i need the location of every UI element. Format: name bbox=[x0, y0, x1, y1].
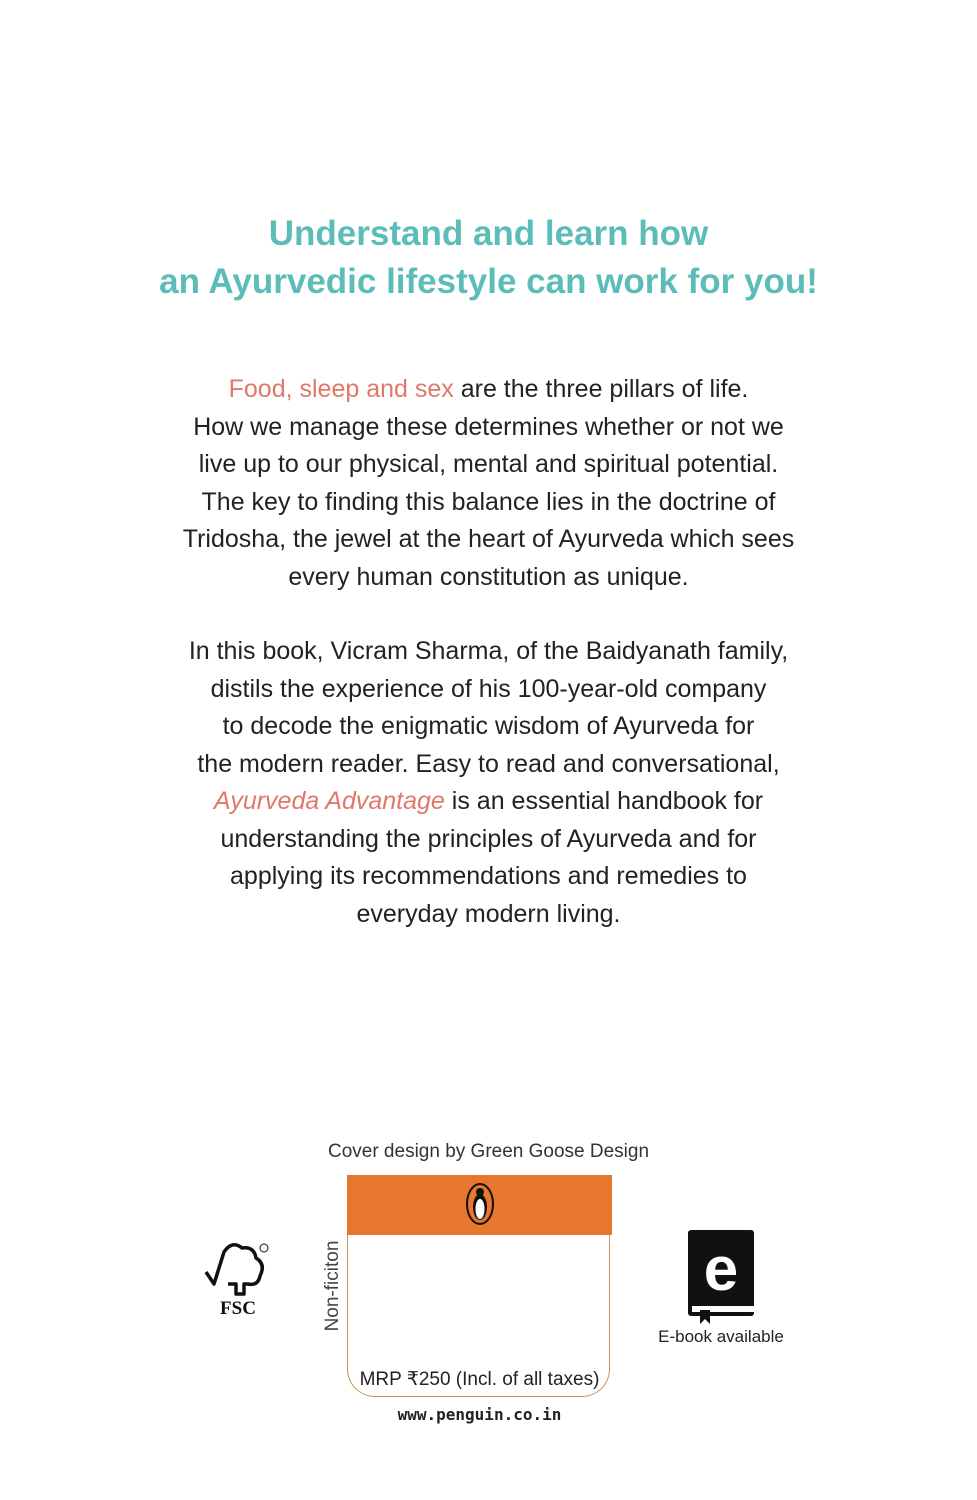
tagline-line-1: Understand and learn how bbox=[268, 214, 709, 253]
text-line: to decode the enigmatic wisdom of Ayurveda for bbox=[222, 712, 755, 740]
publisher-url: www.penguin.co.in bbox=[397, 1405, 562, 1424]
text-line: distils the experience of his 100-year-old company bbox=[210, 674, 767, 703]
ebook-label: E-book available bbox=[658, 1327, 784, 1346]
blurb-paragraph-1 bbox=[0, 371, 977, 596]
text-line: everyday modern living. bbox=[356, 899, 621, 928]
text-line: understanding the principles of Ayurveda and for bbox=[220, 824, 757, 853]
cover-credit: Cover design by Green Goose Design bbox=[327, 1141, 650, 1162]
highlight-text: Food, sleep and sex bbox=[228, 375, 454, 403]
book-title: Ayurveda Advantage bbox=[213, 787, 445, 815]
text: is an essential handbook for bbox=[444, 787, 764, 815]
svg-text:e: e bbox=[703, 1235, 739, 1304]
text-line: live up to our physical, mental and spiritual potential. bbox=[198, 450, 779, 478]
tagline-line-2: an Ayurvedic lifestyle can work for you! bbox=[159, 262, 818, 301]
genre-label: Non-ficiton bbox=[322, 1240, 343, 1332]
tagline bbox=[0, 210, 977, 306]
text: are the three pillars of life. bbox=[453, 375, 749, 403]
fsc-text: FSC bbox=[220, 1298, 256, 1318]
text-line: Tridosha, the jewel at the heart of Ayurveda which sees bbox=[182, 525, 795, 553]
text-line: applying its recommendations and remedies to bbox=[230, 862, 747, 890]
text-line: In this book, Vicram Sharma, of the Baidyanath family, bbox=[188, 637, 789, 665]
blurb-paragraph-2 bbox=[0, 633, 977, 933]
text-line: the modern reader. Easy to read and conversational, bbox=[197, 749, 780, 778]
fsc-logo-icon bbox=[202, 1238, 272, 1318]
text-line: How we manage these determines whether or not we bbox=[193, 412, 784, 441]
text-line: every human constitution as unique. bbox=[288, 562, 689, 591]
ebook-icon bbox=[686, 1230, 756, 1324]
penguin-logo-icon bbox=[465, 1182, 495, 1226]
price: MRP ₹250 (Incl. of all taxes) bbox=[359, 1369, 600, 1390]
text-line: The key to finding this balance lies in the doctrine of bbox=[201, 487, 776, 516]
